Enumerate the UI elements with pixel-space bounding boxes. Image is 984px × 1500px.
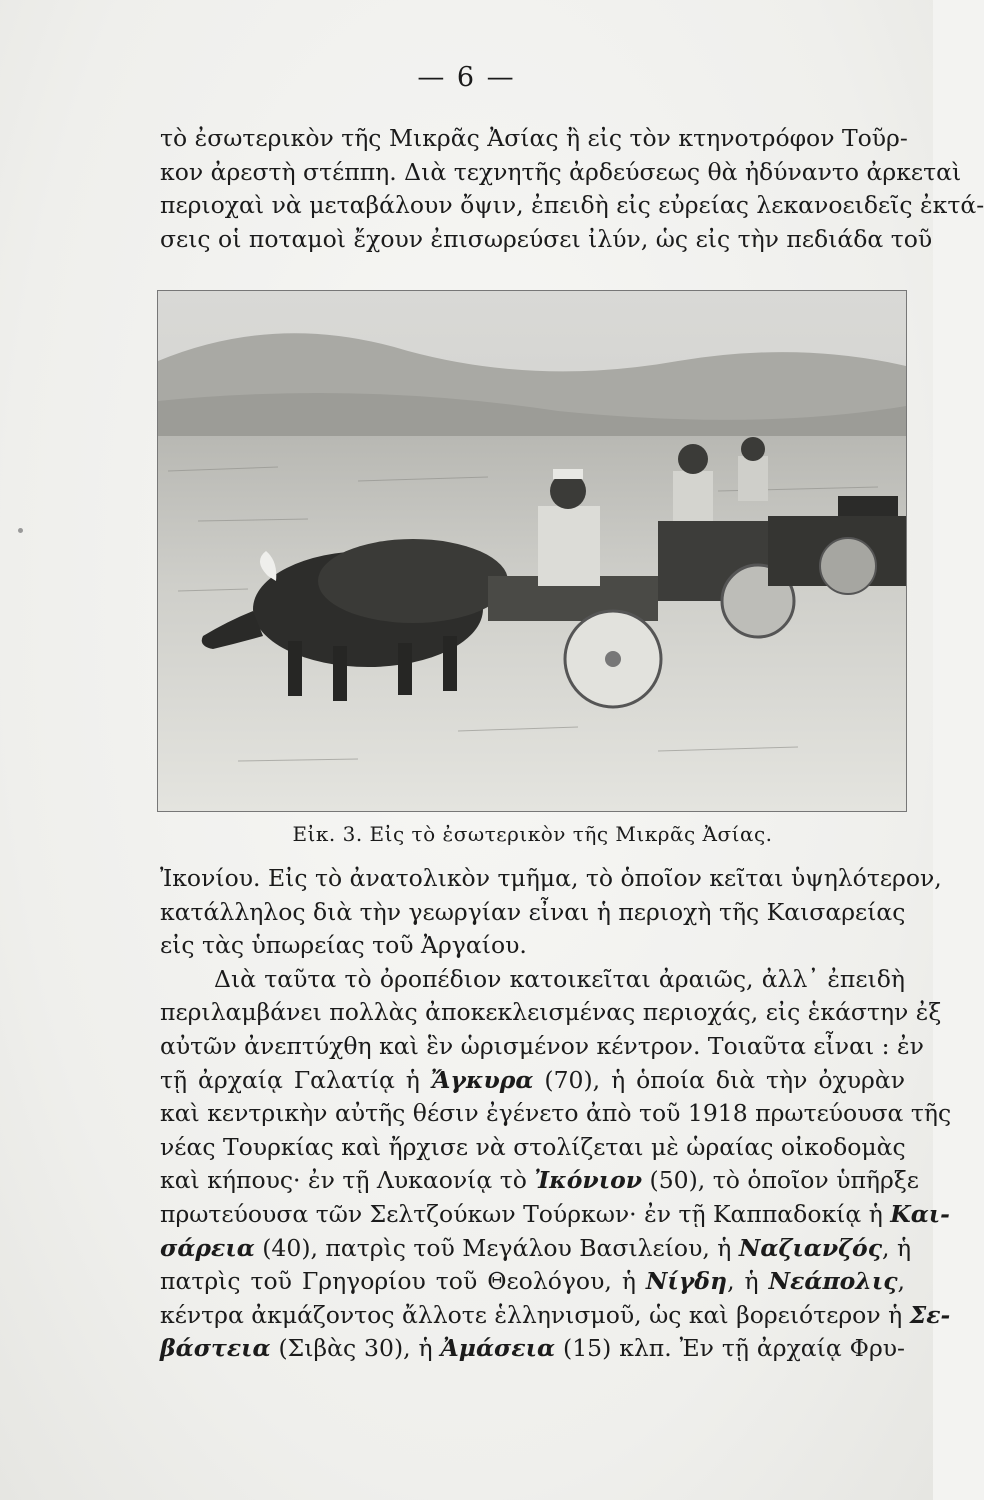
page-number: — 6 —	[417, 62, 516, 93]
place-name-amaseia: Ἀμάσεια	[440, 1334, 556, 1363]
text-run: (Σιβὰς 30), ἡ	[270, 1334, 441, 1363]
place-name-sebasteia-cont: βάστεια	[160, 1334, 271, 1363]
text-run: καὶ κήπους· ἐν τῇ Λυκαονίᾳ τὸ	[160, 1166, 535, 1195]
text-run: , ἡ	[727, 1267, 769, 1296]
photograph-ox-carts	[157, 290, 907, 812]
text-line: κατάλληλος διὰ τὴν γεωργίαν εἶναι ἡ περιοχὴ τῆς Καισαρείας	[160, 897, 906, 926]
text-run: (40), πατρὶς τοῦ Μεγάλου Βασιλείου, ἡ	[254, 1233, 739, 1262]
place-name-ankara: Ἄγκυρα	[430, 1065, 534, 1094]
text-line	[160, 1265, 905, 1299]
place-name-kaisareia-cont: σάρεια	[160, 1233, 255, 1262]
text-line: καὶ κεντρικὴν αὐτῆς θέσιν ἐγένετο ἀπὸ τοῦ 1918 πρωτεύουσα τῆς	[160, 1099, 952, 1128]
text-line: τὸ ἐσωτερικὸν τῆς Μικρᾶς Ἀσίας ἢ εἰς τὸν κτηνοτρόφον Τοῦρ-	[160, 124, 908, 152]
text-line: περιλαμβάνει πολλὰς ἀποκεκλεισμένας περιοχάς, εἰς ἑκάστην ἐξ	[160, 998, 942, 1027]
text-line: Ἰκονίου. Εἰς τὸ ἀνατολικὸν τμῆμα, τὸ ὁποῖον κεῖται ὑψηλότερον,	[160, 864, 942, 892]
text-line: νέας Τουρκίας καὶ ἤρχισε νὰ στολίζεται μὲ ὡραίας οἰκοδομὰς	[160, 1132, 906, 1161]
text-line	[160, 1164, 919, 1198]
text-line: Διὰ ταῦτα τὸ ὀροπέδιον κατοικεῖται ἀραιῶς, ἀλλ᾽ ἐπειδὴ	[214, 964, 905, 993]
text-line	[160, 1198, 950, 1232]
figure-caption: Εἰκ. 3. Εἰς τὸ ἐσωτερικὸν τῆς Μικρᾶς Ἀσίας.	[292, 822, 773, 846]
top-paragraph	[160, 122, 984, 256]
text-line: περιοχαὶ νὰ μεταβάλουν ὄψιν, ἐπειδὴ εἰς εὐρείας λεκανοειδεῖς ἐκτά-	[160, 191, 984, 220]
text-line	[160, 1332, 905, 1366]
text-line: αὐτῶν ἀνεπτύχθη καὶ ἓν ὡρισμένον κέντρον. Τοιαῦτα εἶναι : ἐν	[160, 1031, 924, 1060]
text-line: εἰς τὰς ὑπωρείας τοῦ Ἀργαίου.	[160, 931, 527, 960]
margin-dot	[18, 528, 23, 533]
text-run: τῇ ἀρχαίᾳ Γαλατίᾳ ἡ	[160, 1065, 431, 1094]
text-line	[160, 1299, 951, 1333]
text-run: ,	[897, 1267, 905, 1296]
text-run: κέντρα ἀκμάζοντος ἄλλοτε ἑλληνισμοῦ, ὡς καὶ βορειότερον ἡ	[160, 1300, 910, 1329]
text-line	[160, 1064, 905, 1098]
bottom-text	[160, 862, 952, 1366]
place-name-neapolis: Νεάπολις	[768, 1267, 898, 1296]
place-name-sebasteia: Σε-	[909, 1300, 951, 1329]
place-name-nazianzos: Ναζιανζός	[738, 1233, 883, 1262]
text-run: (15) κλπ. Ἐν τῇ ἀρχαίᾳ Φρυ-	[555, 1334, 905, 1363]
text-run: πατρὶς τοῦ Γρηγορίου τοῦ Θεολόγου, ἡ	[160, 1267, 646, 1296]
text-run: (70), ἡ ὁποία διὰ τὴν ὀχυρὰν	[533, 1065, 905, 1094]
text-line: σεις οἱ ποταμοὶ ἔχουν ἐπισωρεύσει ἰλύν, ὡς εἰς τὴν πεδιάδα τοῦ	[160, 224, 933, 253]
text-line	[160, 1232, 912, 1266]
place-name-ikonion: Ἰκόνιον	[534, 1166, 643, 1195]
photograph-illustration	[158, 291, 906, 811]
place-name-nigdi: Νίγδη	[645, 1267, 728, 1296]
place-name-kaisareia: Και-	[890, 1199, 950, 1228]
text-line: κον ἀρεστὴ στέππη. Διὰ τεχνητῆς ἀρδεύσεως θὰ ἠδύναντο ἀρκεταὶ	[160, 157, 962, 186]
text-run: (50), τὸ ὁποῖον ὑπῆρξε	[642, 1166, 919, 1195]
text-run: , ἡ	[882, 1233, 912, 1262]
text-run: πρωτεύουσα τῶν Σελτζούκων Τούρκων· ἐν τῇ Καππαδοκίᾳ ἡ	[160, 1199, 891, 1228]
